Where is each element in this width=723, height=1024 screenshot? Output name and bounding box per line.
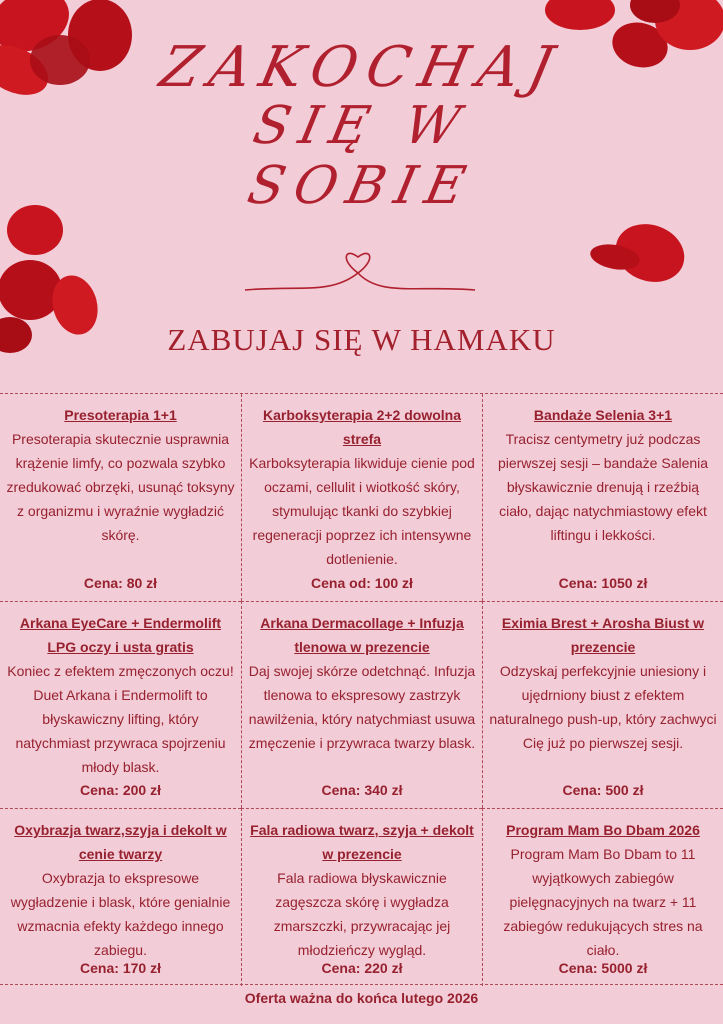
treatment-description: Koniec z efektem zmęczonych oczu! Duet Arkana i Endermolift to błyskawiczny lifting, który natychmiast przywraca spojrzeniu młody blask. — [7, 663, 234, 775]
treatment-card — [241, 601, 482, 808]
treatment-description: Program Mam Bo Dbam to 11 wyjątkowych zabiegów pielęgnacyjnych na twarz + 11 zabiegów redukujących stres na ciało. — [503, 846, 703, 958]
treatment-price: Cena: 80 zł — [83, 575, 158, 591]
treatment-card — [0, 601, 241, 808]
treatment-card — [482, 394, 723, 601]
treatment-description: Karboksyterapia likwiduje cienie pod oczami, cellulit i wiotkość skóry, stymulując tkanki do szybkiej regeneracji poprzez ich intensywne dotlenienie. — [249, 455, 475, 567]
page-subtitle: ZABUJAJ SIĘ W HAMAKU — [167, 322, 556, 357]
treatment-name: Eximia Brest + Arosha Biust w prezencie — [501, 615, 705, 655]
treatment-name: Program Mam Bo Dbam 2026 — [506, 822, 700, 838]
treatment-price: Cena: 340 zł — [321, 782, 403, 798]
treatments-grid — [0, 393, 723, 985]
treatment-card — [0, 394, 241, 601]
title-line-2: SIĘ W — [248, 96, 475, 156]
rose-petal-right — [585, 215, 690, 290]
treatment-name: Arkana Dermacollage + Infuzja tlenowa w prezencie — [260, 615, 464, 655]
treatment-name: Presoterapia 1+1 — [64, 407, 177, 423]
treatment-price: Cena: 5000 zł — [558, 960, 648, 976]
heart-line-icon — [240, 245, 480, 305]
treatment-card — [482, 601, 723, 808]
treatment-description: Odzyskaj perfekcyjnie uniesiony i ujędrniony biust z efektem naturalnego push-up, który zachwyci Cię już po pierwszej sesji. — [489, 663, 717, 751]
treatment-card — [482, 808, 723, 986]
treatment-description: Tracisz centymetry już podczas pierwszej sesji – bandaże Salenia błyskawicznie drenują i rzeźbią ciało, dając natychmiastowy efekt liftingu i lekkości. — [497, 431, 709, 543]
treatment-name: Arkana EyeCare + Endermolift LPG oczy i usta gratis — [19, 615, 222, 655]
treatment-description: Daj swojej skórze odetchnąć. Infuzja tlenowa to ekspresowy zastrzyk nawilżenia, który natychmiast usuwa zmęczenie i przywraca twarzy blask. — [248, 663, 476, 751]
treatment-name: Oxybrazja twarz,szyja i dekolt w cenie twarzy — [14, 822, 227, 862]
treatment-name: Karboksyterapia 2+2 dowolna strefa — [262, 407, 462, 447]
treatment-description: Oxybrazja to ekspresowe wygładzenie i blask, które genialnie wzmacnia efekty każdego innego zabiegu. — [10, 870, 231, 958]
treatment-price: Cena: 170 zł — [80, 960, 161, 976]
treatment-name: Bandaże Selenia 3+1 — [533, 407, 673, 423]
treatment-price: Cena: 500 zł — [562, 782, 644, 798]
treatment-card — [241, 394, 482, 601]
title-line-1: ZAKOCHAJ — [154, 35, 569, 100]
treatment-price: Cena: 1050 zł — [558, 575, 648, 591]
treatment-description: Presoterapia skutecznie usprawnia krążenie limfy, co pozwala szybko zredukować obrzęki, usunąć toksyny z organizmu i wyraźnie wygładzić skórę. — [6, 431, 235, 543]
treatment-price: Cena od: 100 zł — [311, 575, 413, 591]
treatment-card — [241, 808, 482, 986]
title-line-3: SOBIE — [242, 156, 481, 216]
treatment-card — [0, 808, 241, 986]
treatment-price: Cena: 200 zł — [80, 782, 161, 798]
treatment-description: Fala radiowa błyskawicznie zagęszcza skórę i wygładza zmarszczki, przywracając jej młodzieńczy wygląd. — [273, 870, 451, 958]
treatment-price: Cena: 220 zł — [321, 960, 403, 976]
treatment-name: Fala radiowa twarz, szyja + dekolt w prezencie — [250, 822, 474, 862]
offer-validity-note: Oferta ważna do końca lutego 2026 — [244, 990, 479, 1006]
